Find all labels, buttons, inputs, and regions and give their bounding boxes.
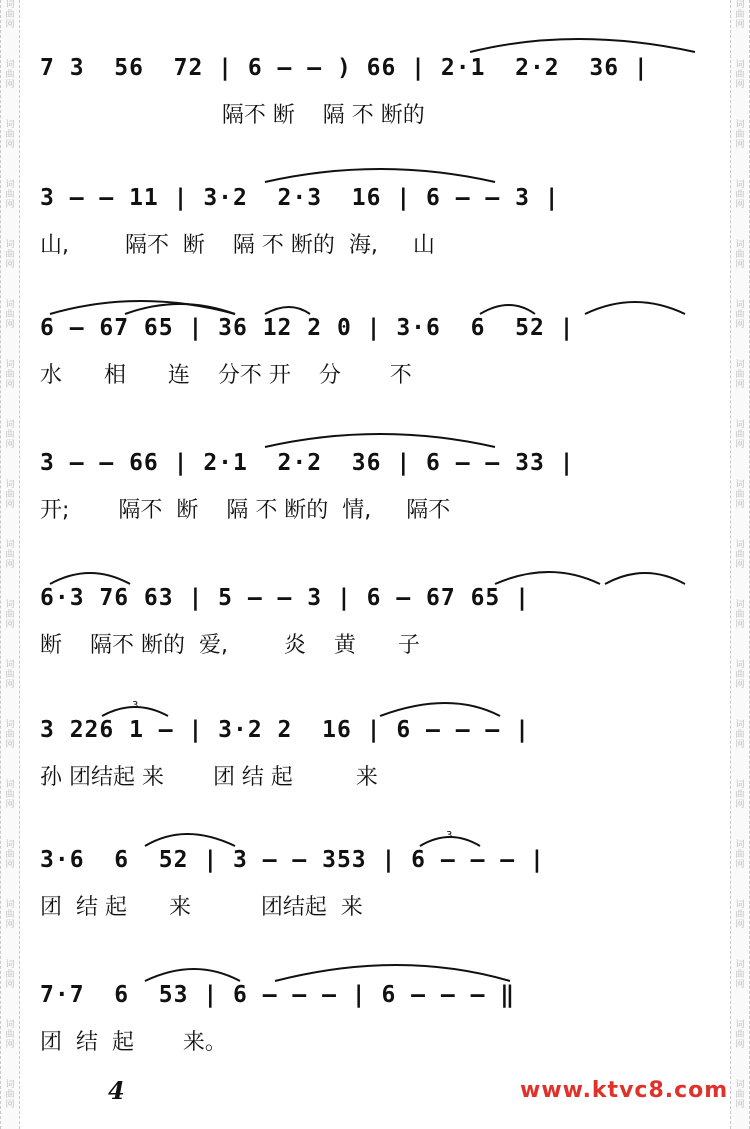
lyric-line: 团 结 起 来。 (40, 1030, 227, 1055)
watermark-text: 词 曲 网 (5, 960, 15, 990)
watermark-text: 词 曲 网 (5, 660, 15, 690)
svg-text:3: 3 (446, 830, 453, 841)
left-watermark-strip (0, 0, 20, 1129)
watermark-text: 词 曲 网 (735, 420, 745, 450)
watermark-text: 词 曲 网 (735, 240, 745, 270)
watermark-text: 词 曲 网 (5, 540, 15, 570)
watermark-text: 词 曲 网 (5, 0, 15, 30)
watermark-text: 词 曲 网 (735, 540, 745, 570)
notation-line: 7·7 6 53 | 6 — — — | 6 — — — ‖ (40, 982, 516, 1008)
watermark-text: 词 曲 网 (5, 60, 15, 90)
watermark-text: 词 曲 网 (735, 960, 745, 990)
lyric-line: 孙 团结起 来 团 结 起 来 (40, 765, 378, 790)
watermark-text: 词 曲 网 (5, 360, 15, 390)
lyric-line: 山, 隔不 断 隔 不 断的 海, 山 (40, 233, 435, 258)
watermark-text: 词 曲 网 (735, 840, 745, 870)
watermark-text: 词 曲 网 (5, 1020, 15, 1050)
notation-line: 7 3 56 72 | 6 — — ) 66 | 2·1 2·2 36 | (40, 55, 649, 81)
watermark-text: 词 曲 网 (5, 180, 15, 210)
lyric-line: 团 结 起 来 团结起 来 (40, 895, 363, 920)
watermark-text: 词 曲 网 (5, 780, 15, 810)
watermark-text: 词 曲 网 (735, 600, 745, 630)
watermark-text: 词 曲 网 (735, 0, 745, 30)
watermark-text: 词 曲 网 (5, 720, 15, 750)
notation-line: 3 — — 11 | 3·2 2·3 16 | 6 — — 3 | (40, 185, 560, 211)
watermark-text: 词 曲 网 (5, 900, 15, 930)
watermark-text: 词 曲 网 (735, 180, 745, 210)
watermark-text: 词 曲 网 (5, 120, 15, 150)
lyric-line: 隔不 断 隔 不 断的 (40, 103, 425, 128)
watermark-text: 词 曲 网 (735, 120, 745, 150)
watermark-text: 词 曲 网 (735, 660, 745, 690)
lyric-line: 水 相 连 分不 开 分 不 (40, 363, 412, 388)
notation-line: 3 226 1 — | 3·2 2 16 | 6 — — — | (40, 717, 530, 743)
watermark-text: 词 曲 网 (5, 420, 15, 450)
watermark-text: 词 曲 网 (735, 480, 745, 510)
watermark-text: 词 曲 网 (5, 1080, 15, 1110)
watermark-text: 词 曲 网 (735, 780, 745, 810)
site-url-logo: www.ktvc8.com (520, 1078, 729, 1103)
lyric-line: 开; 隔不 断 隔 不 断的 情, 隔不 (40, 498, 451, 523)
watermark-text: 词 曲 网 (735, 60, 745, 90)
watermark-text: 词 曲 网 (5, 600, 15, 630)
page-number: 4 (108, 1076, 125, 1105)
right-watermark-strip (730, 0, 750, 1129)
svg-text:3: 3 (132, 700, 139, 711)
notation-line: 6·3 76 63 | 5 — — 3 | 6 — 67 65 | (40, 585, 530, 611)
notation-line: 3·6 6 52 | 3 — — 353 | 6 — — — | (40, 847, 545, 873)
watermark-text: 词 曲 网 (735, 360, 745, 390)
lyric-line: 断 隔不 断的 爱, 炎 黄 子 (40, 633, 420, 658)
watermark-text: 词 曲 网 (735, 300, 745, 330)
watermark-text: 词 曲 网 (5, 300, 15, 330)
watermark-text: 词 曲 网 (735, 900, 745, 930)
notation-line: 3 — — 66 | 2·1 2·2 36 | 6 — — 33 | (40, 450, 575, 476)
watermark-text: 词 曲 网 (5, 240, 15, 270)
watermark-text: 词 曲 网 (735, 720, 745, 750)
notation-line: 6 — 67 65 | 36 12 2 0 | 3·6 6 52 | (40, 315, 575, 341)
watermark-text: 词 曲 网 (735, 1020, 745, 1050)
watermark-text: 词 曲 网 (5, 480, 15, 510)
watermark-text: 词 曲 网 (735, 1080, 745, 1110)
watermark-text: 词 曲 网 (5, 840, 15, 870)
